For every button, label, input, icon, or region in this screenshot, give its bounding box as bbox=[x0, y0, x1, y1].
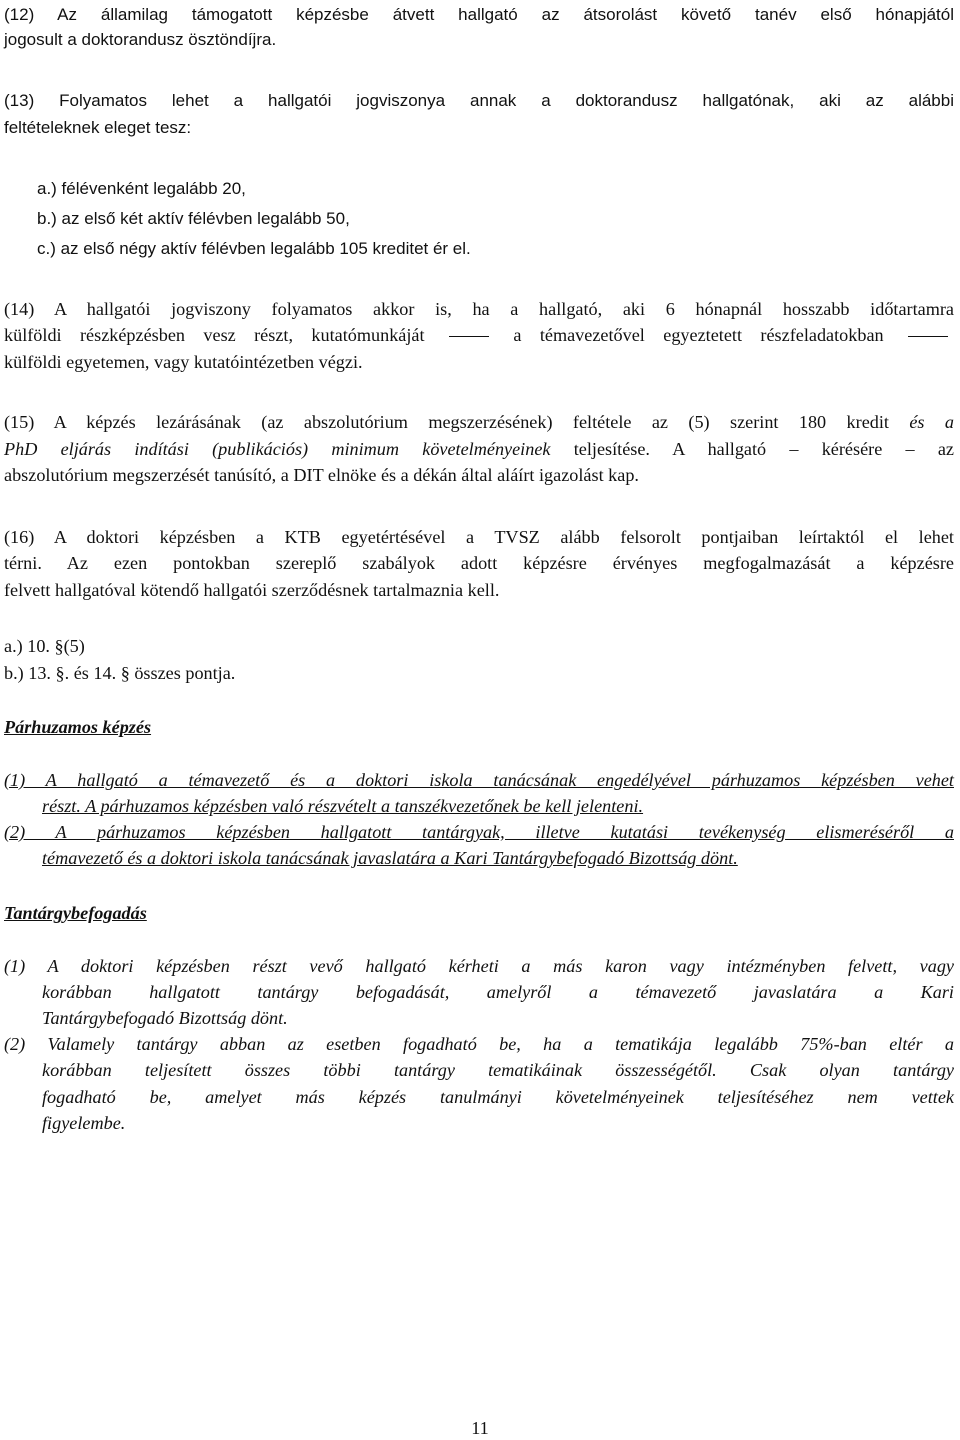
tantargy-item-1-line-1: (1) A doktori képzésben részt vevő hallgató kérheti a más karon vagy intézményben felvett, vagy bbox=[4, 956, 954, 976]
paragraph-14-line-2-part-a: külföldi részképzésben vesz részt, kutatómunkáját bbox=[4, 325, 425, 345]
parhuzamos-item-1-line-1: (1) A hallgató a témavezető és a doktori iskola tanácsának engedélyével párhuzamos képzésben vehet bbox=[4, 770, 954, 790]
parhuzamos-item-2-line-2: témavezető és a doktori iskola tanácsának javaslatára a Kari Tantárgybefogadó Bizottság dönt. bbox=[42, 848, 738, 868]
paragraph-15-line-3: abszolutórium megszerzését tanúsító, a DIT elnöke és a dékán által aláírt igazolást kap. bbox=[4, 465, 639, 485]
tantargy-item-1-line-3: Tantárgybefogadó Bizottság dönt. bbox=[42, 1008, 288, 1028]
paragraph-15-line-1-part-a: (15) A képzés lezárásának (az abszolutórium megszerzésének) feltétele az (5) szerint 180 kredit bbox=[4, 412, 889, 432]
paragraph-15-line-1-italic: és a bbox=[909, 412, 954, 432]
parhuzamos-item-2-line-1: (2) A párhuzamos képzésben hallgatott tantárgyak, illetve kutatási tevékenység elismeréséről a bbox=[4, 822, 954, 842]
em-dash bbox=[449, 336, 489, 337]
paragraph-16-line-2: térni. Az ezen pontokban szereplő szabályok adott képzésre érvényes megfogalmazását a képzésre bbox=[4, 553, 954, 573]
paragraph-13-line-1: (13) Folyamatos lehet a hallgatói jogviszonya annak a doktorandusz hallgatónak, aki az alábbi bbox=[4, 91, 954, 110]
list-item-13a: a.) félévenként legalább 20, bbox=[37, 179, 246, 198]
paragraph-16-line-1: (16) A doktori képzésben a KTB egyetértésével a TVSZ alább felsorolt pontjaiban leírtaktól el lehet bbox=[4, 527, 954, 547]
paragraph-12-line-1: (12) Az államilag támogatott képzésbe átvett hallgató az átsorolást követő tanév első hónapjától bbox=[4, 5, 954, 24]
list-item-13c: c.) az első négy aktív félévben legalább 105 kreditet ér el. bbox=[37, 239, 471, 258]
paragraph-15-line-2-italic: PhD eljárás indítási (publikációs) minimum követelményeinek bbox=[4, 439, 551, 459]
list-item-13b: b.) az első két aktív félévben legalább 50, bbox=[37, 209, 350, 228]
paragraph-14-line-3: külföldi egyetemen, vagy kutatóintézetben végzi. bbox=[4, 352, 363, 372]
tantargy-item-2-line-3: fogadható be, amelyet más képzés tanulmányi követelményeinek teljesítéséhez nem vettek bbox=[42, 1087, 954, 1107]
parhuzamos-item-1-line-2: részt. A párhuzamos képzésben való részvételt a tanszékvezetőnek be kell jelenteni. bbox=[42, 796, 644, 816]
paragraph-13-line-2: feltételeknek eleget tesz: bbox=[4, 118, 192, 137]
tantargy-item-2-line-2: korábban teljesített összes többi tantárgy tematikáinak összességétől. Csak olyan tantárgy bbox=[42, 1060, 954, 1080]
tantargy-item-2-line-1: (2) Valamely tantárgy abban az esetben fogadható be, ha a tematikája legalább 75%-ban eltér a bbox=[4, 1034, 954, 1054]
em-dash bbox=[908, 336, 948, 337]
paragraph-14-line-2 bbox=[4, 323, 954, 347]
paragraph-16-line-3: felvett hallgatóval kötendő hallgatói szerződésnek tartalmaznia kell. bbox=[4, 580, 500, 600]
section-heading-parhuzamos: Párhuzamos képzés bbox=[4, 717, 152, 737]
paragraph-15-line-1 bbox=[4, 410, 954, 434]
paragraph-14-line-1: (14) A hallgatói jogviszony folyamatos akkor is, ha a hallgató, aki 6 hónapnál hosszabb időtartamra bbox=[4, 299, 954, 319]
paragraph-12-line-2: jogosult a doktorandusz ösztöndíjra. bbox=[4, 30, 277, 49]
paragraph-15-line-2-part-b: teljesítése. A hallgató – kérésére – az bbox=[573, 439, 954, 459]
section-heading-tantargybefogadas: Tantárgybefogadás bbox=[4, 903, 147, 923]
paragraph-15-line-2 bbox=[4, 437, 954, 461]
list-item-16a: a.) 10. §(5) bbox=[4, 636, 85, 656]
paragraph-14-line-2-part-b: a témavezetővel egyeztetett részfeladatokban bbox=[513, 325, 884, 345]
list-item-16b: b.) 13. §. és 14. § összes pontja. bbox=[4, 663, 236, 683]
tantargy-item-2-line-4: figyelembe. bbox=[42, 1113, 126, 1133]
tantargy-item-1-line-2: korábban hallgatott tantárgy befogadását, amelyről a témavezető javaslatára a Kari bbox=[42, 982, 954, 1002]
page-number: 11 bbox=[471, 1418, 489, 1438]
